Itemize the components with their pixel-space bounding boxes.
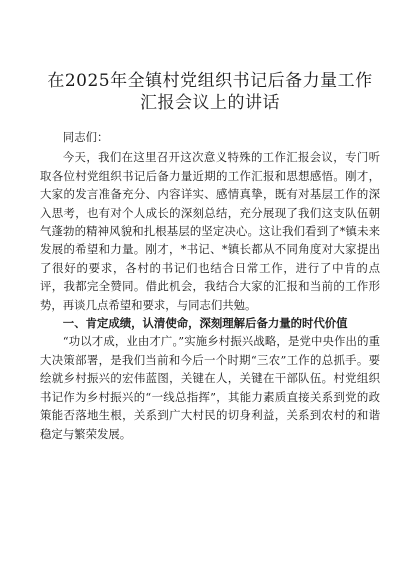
greeting: 同志们： [62,130,109,144]
paragraph-section1: “功以才成，业由才广。”实施乡村振兴战略，是党中央作出的重大决策部署，是我们当前和今后一个时期“三农”工作的总抓手。要绘就乡村振兴的宏伟蓝图，关键在人，关键在干部队伍。村党组织书记作为乡村振兴的“一线总指挥”，其能力素质直接关系到党的政策能否落地生根，关系到广大村民的切身利益，关系到农村的和谐稳定与繁荣发展。 [40,334,380,441]
section-heading-1: 一、肯定成绩，认清使命，深刻理解后备力量的时代价值 [62,316,348,331]
document-title: 在2025年全镇村党组织书记后备力量工作汇报会议上的讲话 [47,71,373,113]
document-body [40,128,380,443]
paragraph-intro: 今天，我们在这里召开这次意义特殊的工作汇报会议，专门听取各位村党组织书记后备力量近期的工作汇报和思想感悟。刚才，大家的发言准备充分、内容详实、感情真挚，既有对基层工作的深入思考，也有对个人成长的深刻总结，充分展现了我们这支队伍朝气蓬勃的精神风貌和扎根基层的坚定决心。这让我们看到了*镇未来发展的希望和力量。刚才，*书记、*镇长都从不同角度对大家提出了很好的要求，各村的书记们也结合日常工作，进行了中肯的点评，我都完全赞同。借此机会，我结合大家的汇报和当前的工作形势，再谈几点希望和要求，与同志们共勉。 [40,150,380,312]
